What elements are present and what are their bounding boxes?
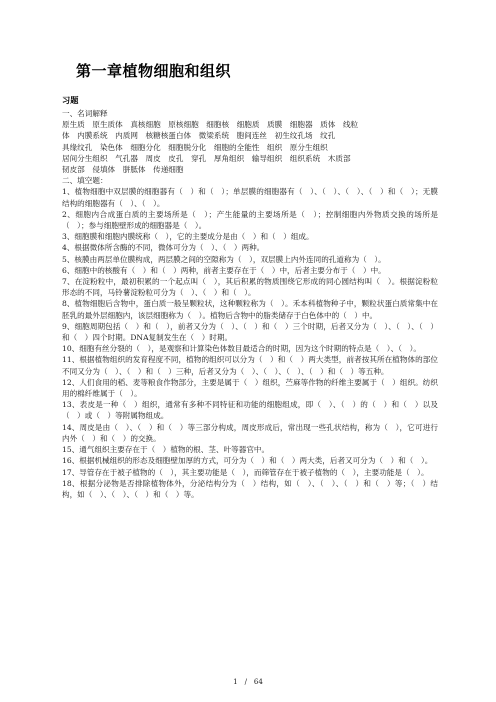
question-item: 6、细胞中的核酸有（ ）和（ ）两种，前者主要存在于（ ）中，后者主要分布于（ ）中。 [62, 265, 386, 275]
question-item: 11、根据植物组织的发育程度不同，植物的组织可以分为（ ）和（ ）两大类型，前者按其所在植物体的部位不同又分为（ ）、（ ）和（ ）三种，后者又分为（ ）、（ ）、（ ）、（ ）和（ ）等五种。 [62, 355, 438, 376]
question-item: 18、根据分泌物是否排除植物体外，分泌结构分为（ ）结构，如（ ）、（ ）、（ ）和（ ）等；（ ）结构，如（ ）、（ ）、（ ）和（ ）等。 [62, 478, 438, 499]
terms-line: 具缘纹孔 染色体 细胞分化 细胞脱分化 细胞的全能性 组织 原分生组织 [62, 142, 328, 152]
question-item: 12、人们食用的稻、麦等粮食作物部分，主要是属于（ ）组织，苎麻等作物的纤维主要属于（ ）组织。纺织用的棉纤维属于（ ）。 [62, 377, 438, 399]
question-item: 5、核膜由两层单位膜构成，两层膜之间的空隙称为（ ），双层膜上内外连同的孔道称为（ ）。 [62, 254, 386, 264]
chapter-title: 第一章植物细胞和组织 [76, 62, 232, 80]
document-content [62, 60, 438, 500]
terms-line: 体 内膜系统 内质网 核糖核蛋白体 微梁系统 胞间连丝 初生纹孔场 纹孔 [62, 131, 336, 141]
part2-heading: 二、填空题： [62, 176, 108, 186]
question-item: 4、根据微体所含酶的不同，微体可分为（ ）、（ ）两种。 [62, 243, 265, 253]
question-item: 10、细胞有丝分裂的（ ），是观察和计算染色体数目最适合的时期，因为这个时期的特点是（ ）、（ ）。 [62, 344, 421, 354]
terms-line: 韧皮部 侵填体 胼胝体 传递细胞 [62, 165, 184, 175]
question-item: 13、表皮是一种（ ）组织，通常有多种不同特征和功能的细胞组成，即（ ）、（ ）的（ ）和（ ）以及（ ）或（ ）等附属物组成。 [62, 400, 438, 421]
question-item: 15、通气组织主要存在于（ ）植物的根、茎、叶等器官中。 [62, 445, 270, 455]
question-item: 17、导管存在于被子植物的（ ），其主要功能是（ ），而筛管存在于被子植物的（ ），主要功能是（ ）。 [62, 467, 429, 477]
question-item: 16、根据机械组织的形态及细胞壁加厚的方式，可分为（ ）和（ ）两大类，后者又可分为（ ）和（ ）。 [62, 456, 433, 466]
question-item: 1、植物细胞中双层膜的细胞器有（ ）和（ ）；单层膜的细胞器有（ ）、（ ）、（ ）、（ ）和（ ）；无膜结构的细胞器有（ ）、（ ）。 [62, 187, 438, 208]
terms-block [62, 119, 438, 175]
terms-line: 居间分生组织 气孔器 周皮 皮孔 穿孔 厚角组织 输导组织 组织系统 木质部 [62, 153, 351, 163]
question-item: 9、细胞周期包括（ ）和（ ），前者又分为（ ）、（ ）和（ ）三个时期，后者又分为（ ）、（ ）、（ ）和（ ）四个时期。DNA复制发生在（ ）时期。 [62, 321, 438, 343]
question-item: 3、细胞膜和细胞内膜统称（ ），它的主要成分是由（ ）和（ ）组成。 [62, 232, 314, 242]
question-item: 8、植物细胞后含物中，蛋白质一般呈颗粒状，这种颗粒称为（ ）。禾本科植物种子中，颗粒状蛋白质常集中在胚乳的最外层细胞内，该层细胞称为（ ）。植物后含物中的脂类储存于白色体中的（ ）中。 [62, 299, 438, 320]
question-item: 7、在淀粉粒中，最初积累的一个起点叫（ ），其后积累的物质围绕它形成的同心圆结构叫（ ）。根据淀粉粒形态的不同，马铃薯淀粉粒可分为（ ）、（ ）和（ ）。 [62, 277, 438, 298]
terms-line: 原生质 原生质体 真核细胞 原核细胞 细胞核 细胞质 质膜 细胞器 质体 线粒 [62, 120, 359, 130]
questions-block [62, 186, 438, 500]
page-number: 1 / 64 [233, 678, 263, 686]
question-item: 2、细胞内合成蛋白质的主要场所是（ ）；产生能量的主要场所是（ ）；控制细胞内外物质交换的场所是（ ）；参与细胞壁形成的细胞器是（ ）。 [62, 209, 438, 231]
section-title: 习题 [62, 95, 79, 105]
question-item: 14、周皮是由（ ）、（ ）和（ ）等三部分构成，周皮形成后，常出现一些孔状结构，称为（ ），它可进行内外（ ）和（ ）的交换。 [62, 422, 438, 443]
part1-heading: 一、名词解释 [62, 109, 108, 118]
